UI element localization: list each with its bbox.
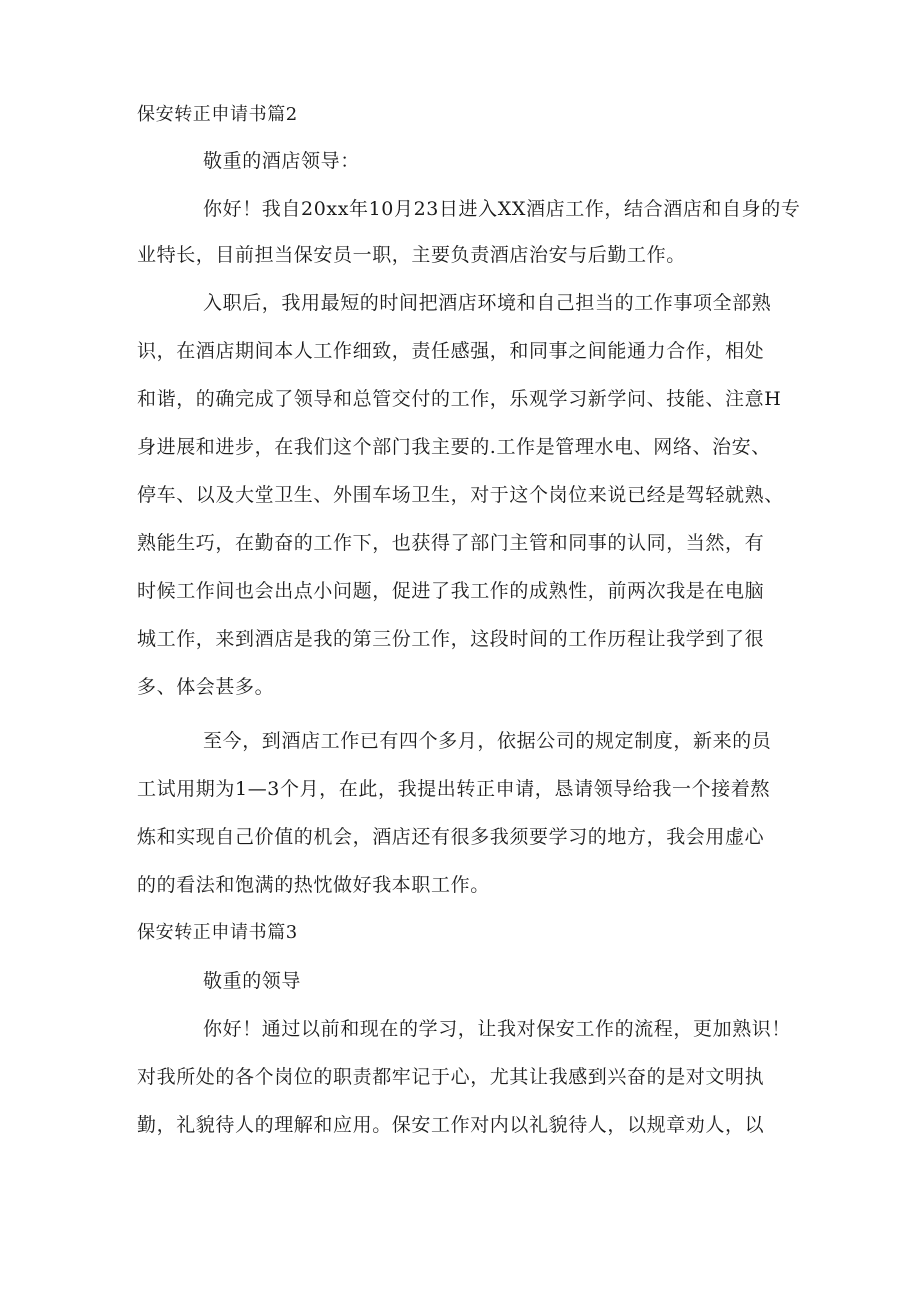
paragraph-line: 城工作，来到酒店是我的第三份工作，这段时间的工作历程让我学到了很: [137, 628, 765, 650]
paragraph-line: 时候工作间也会出点小问题，促进了我工作的成熟性，前两次我是在电脑: [137, 580, 765, 602]
paragraph-line: 勤，礼貌待人的理解和应用。保安工作对内以礼貌待人，以规章劝人，以: [137, 1114, 765, 1136]
paragraph-line: 业特长，目前担当保安员一职，主要负责酒店治安与后勤工作。: [137, 244, 686, 266]
paragraph-line: 至今，到酒店工作已有四个多月，依据公司的规定制度，新来的员: [203, 730, 772, 752]
paragraph-line: 停车、以及大堂卫生、外围车场卫生，对于这个岗位来说已经是驾轻就熟、: [137, 484, 784, 506]
paragraph-line: 识，在酒店期间本人工作细致，责任感强，和同事之间能通力合作，相处: [137, 340, 765, 362]
paragraph-line: 你好！通过以前和现在的学习，让我对保安工作的流程，更加熟识！: [203, 1018, 792, 1040]
paragraph-line: 多、体会甚多。: [137, 676, 275, 698]
paragraph-line: 熟能生巧，在勤奋的工作下，也获得了部门主管和同事的认同，当然，有: [137, 532, 765, 554]
paragraph-line: 对我所处的各个岗位的职责都牢记于心，尤其让我感到兴奋的是对文明执: [137, 1066, 765, 1088]
paragraph-line: 的的看法和饱满的热忱做好我本职工作。: [137, 874, 490, 896]
salutation: 敬重的领导: [203, 970, 302, 992]
paragraph-line: 你好！我自20xx年10月23日进入XX酒店工作，结合酒店和自身的专: [203, 198, 801, 220]
paragraph-line: 工试用期为1—3个月，在此，我提出转正申请，恳请领导给我一个接着熬: [137, 778, 770, 800]
section-heading: 保安转正申请书篇2: [137, 104, 298, 125]
salutation: 敬重的酒店领导：: [203, 150, 360, 172]
paragraph-line: 炼和实现自己价值的机会，酒店还有很多我须要学习的地方，我会用虚心: [137, 826, 765, 848]
section-heading: 保安转正申请书篇3: [137, 922, 298, 943]
paragraph-line: 身进展和进步，在我们这个部门我主要的.工作是管理水电、网络、治安、: [137, 436, 771, 458]
paragraph-line: 入职后，我用最短的时间把酒店环境和自己担当的工作事项全部熟: [203, 292, 772, 314]
paragraph-line: 和谐，的确完成了领导和总管交付的工作，乐观学习新学问、技能、注意H: [137, 388, 782, 410]
